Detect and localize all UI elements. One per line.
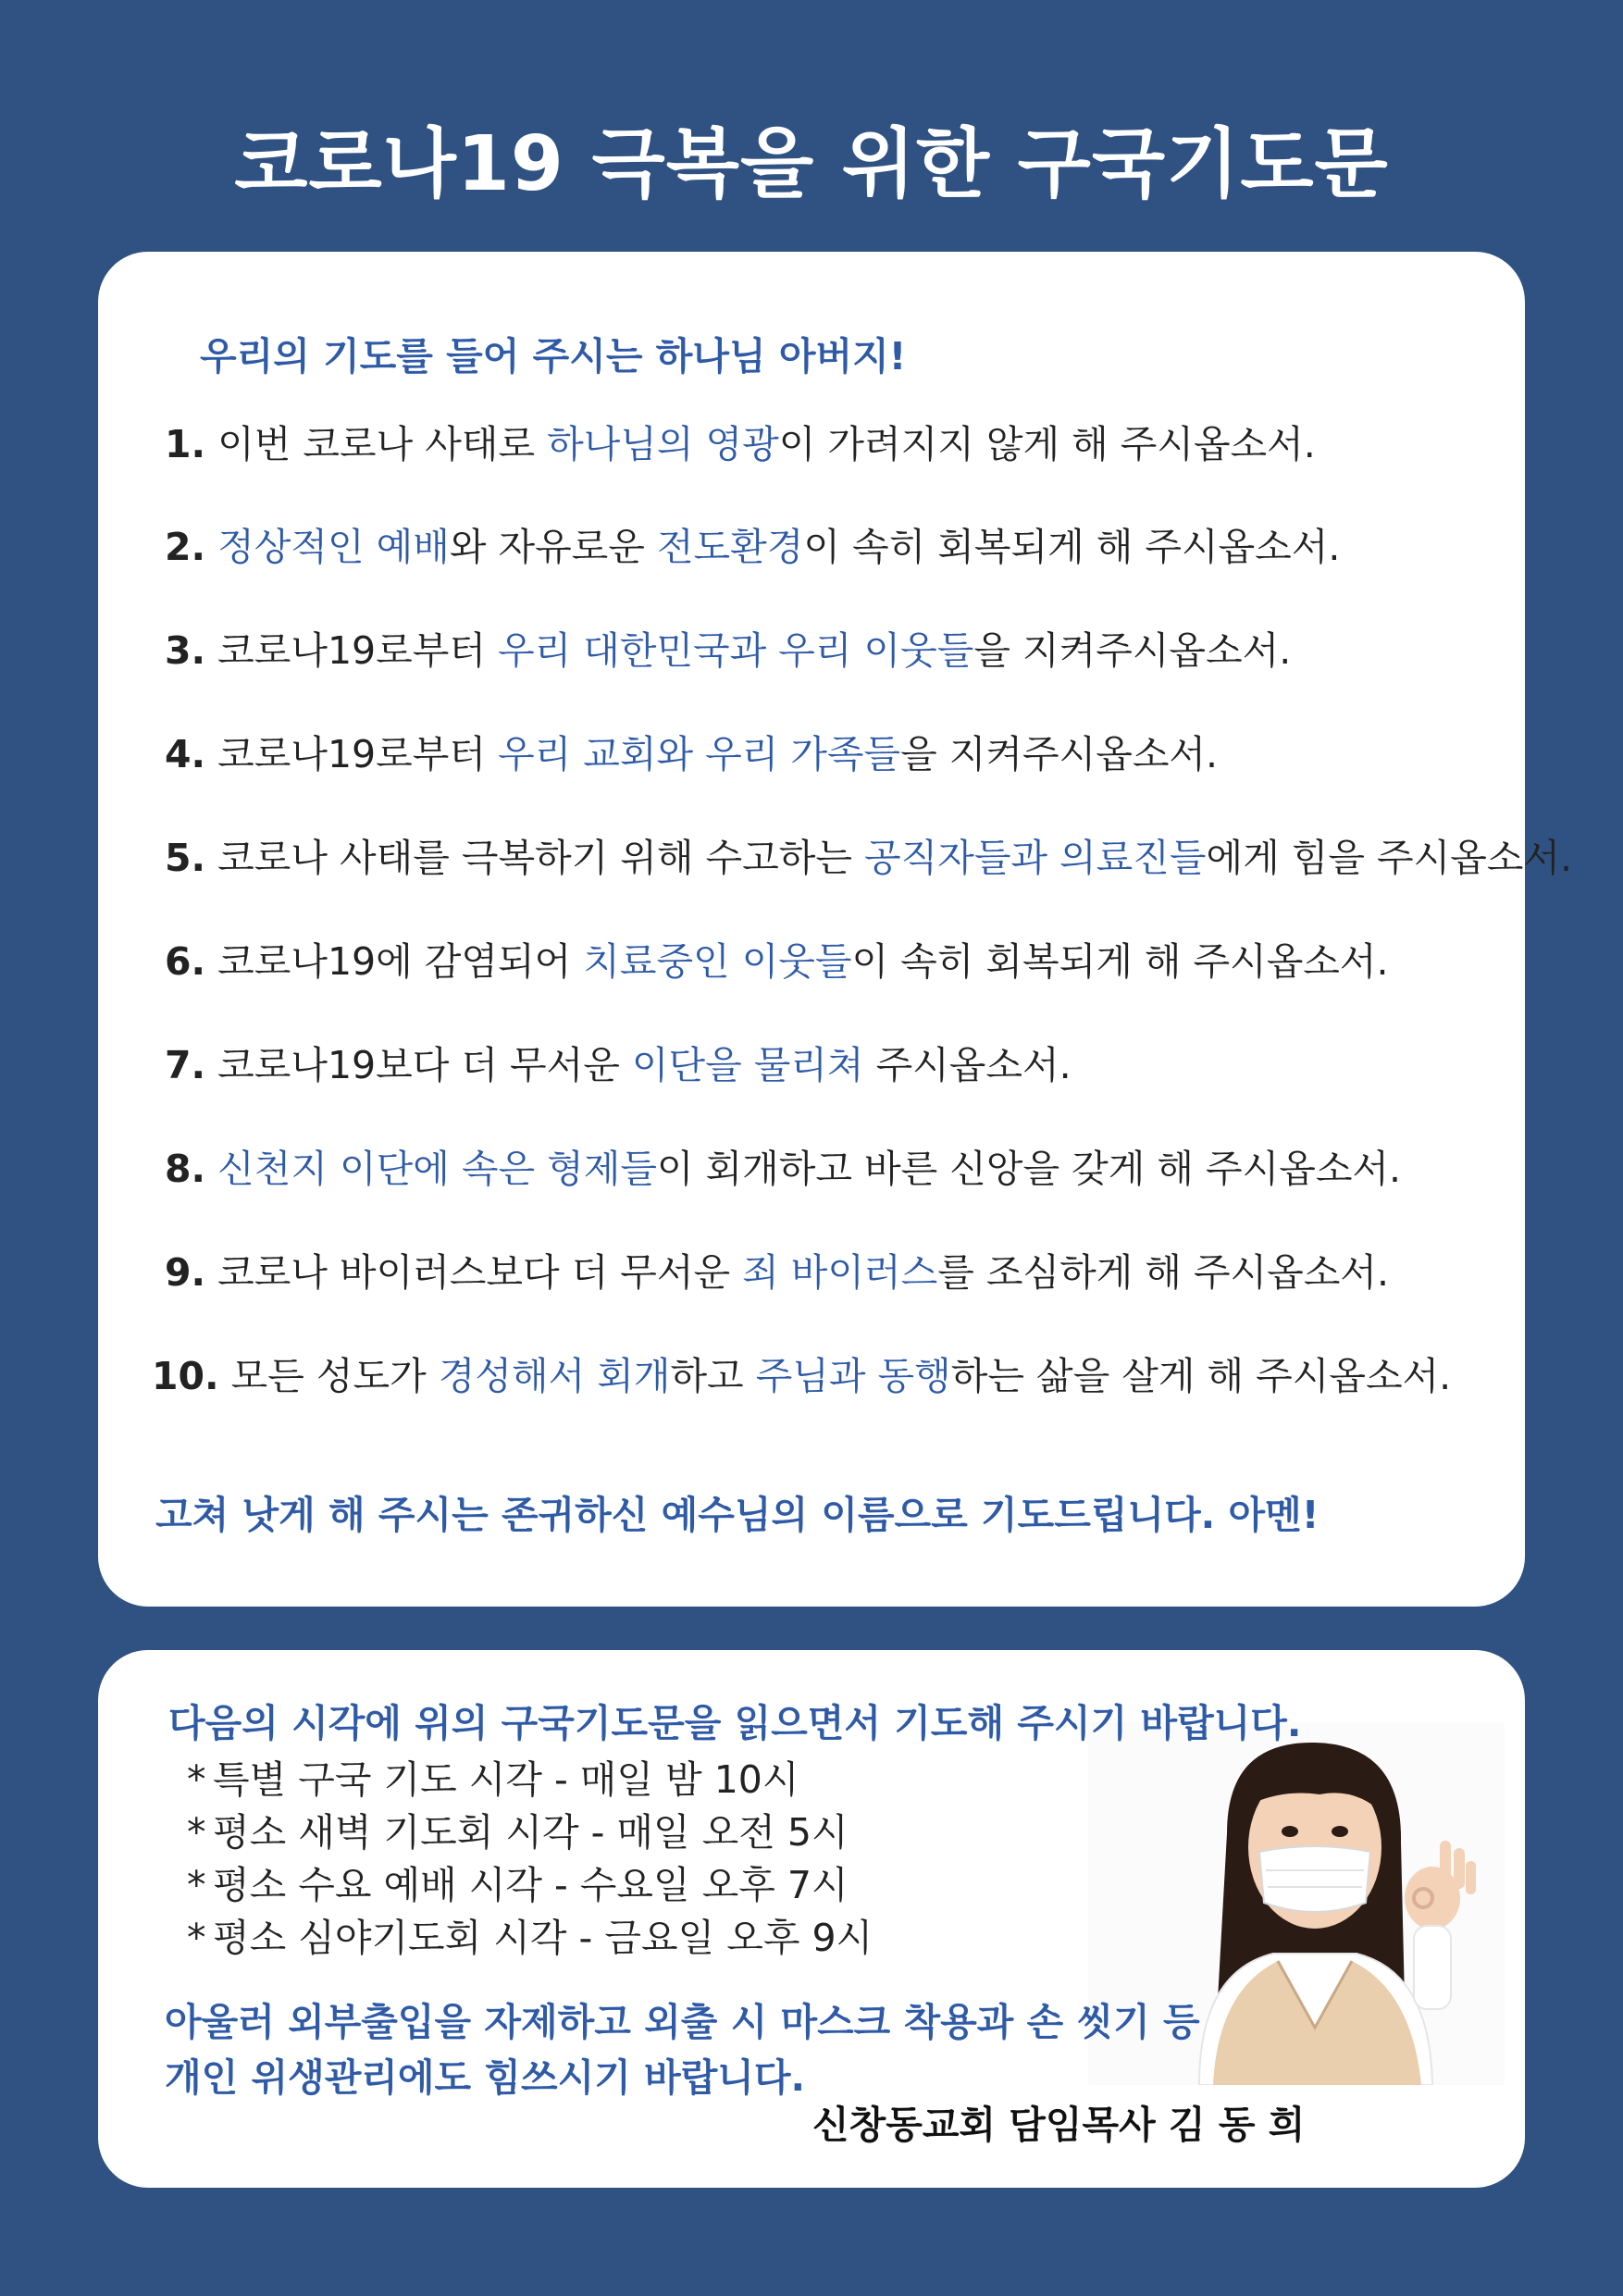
prayer-number: 9. xyxy=(165,1250,206,1295)
prayer-text: 에게 힘을 주시옵소서. xyxy=(1206,836,1573,880)
prayer-highlight: 공직자들과 의료진들 xyxy=(864,836,1207,880)
prayer-text: 이번 코로나 사태로 xyxy=(205,422,548,466)
prayer-text: 을 지켜주시옵소서. xyxy=(900,732,1219,776)
prayer-number: 8. xyxy=(165,1147,206,1191)
schedule-item xyxy=(187,1806,873,1859)
salutation: 우리의 기도를 들어 주시는 하나님 아버지! xyxy=(200,334,907,379)
prayer-highlight: 우리 대한민국과 우리 이웃들 xyxy=(497,628,974,673)
pastor-signature: 신창동교회 담임목사 김 동 희 xyxy=(812,2103,1306,2147)
prayer-text: 를 조심하게 해 주시옵소서. xyxy=(937,1250,1390,1295)
schedule-heading: 다음의 시각에 위의 구국기도문을 읽으면서 기도해 주시기 바랍니다. xyxy=(168,1701,1302,1745)
prayer-highlight: 하나님의 영광 xyxy=(547,422,779,466)
bullet-icon: * xyxy=(187,1916,206,1960)
hygiene-notice xyxy=(165,1994,1200,2105)
prayer-item xyxy=(165,1138,1401,1193)
prayer-highlight: 경성해서 회개 xyxy=(438,1354,671,1398)
prayer-number: 4. xyxy=(165,732,206,776)
prayer-highlight: 주님과 동행 xyxy=(755,1354,951,1398)
notice-line-2: 개인 위생관리에도 힘쓰시기 바랍니다. xyxy=(165,2055,806,2100)
prayer-text: 이 회개하고 바른 신앙을 갖게 해 주시옵소서. xyxy=(656,1147,1402,1191)
prayer-item xyxy=(165,827,1572,882)
prayer-text: 하고 xyxy=(670,1354,756,1398)
prayer-item xyxy=(165,1242,1389,1297)
prayer-text xyxy=(205,1147,217,1191)
schedule-list xyxy=(187,1754,873,1965)
prayer-highlight: 죄 바이러스 xyxy=(742,1250,938,1295)
prayer-number: 3. xyxy=(165,628,206,673)
schedule-text: 평소 심야기도회 시각 - 금요일 오후 9시 xyxy=(213,1916,873,1960)
prayer-text: 하는 삶을 살게 해 주시옵소서. xyxy=(950,1354,1452,1398)
prayer-item xyxy=(165,1035,1072,1089)
prayer-text: 코로나 바이러스보다 더 무서운 xyxy=(205,1250,743,1295)
schedule-item xyxy=(187,1912,873,1965)
schedule-text: 평소 새벽 기도회 시각 - 매일 오전 5시 xyxy=(213,1810,849,1855)
prayer-highlight: 정상적인 예배 xyxy=(217,525,450,569)
prayer-text: 모든 성도가 xyxy=(218,1354,439,1398)
schedule-text: 평소 수요 예배 시각 - 수요일 오후 7시 xyxy=(213,1863,849,1907)
prayer-item xyxy=(165,414,1316,468)
schedule-card xyxy=(98,1650,1525,2188)
prayer-item xyxy=(165,931,1389,986)
prayer-text: 코로나19에 감염되어 xyxy=(205,939,584,984)
prayer-number: 1. xyxy=(165,422,206,466)
prayer-highlight: 우리 교회와 우리 가족들 xyxy=(497,732,901,776)
prayer-item xyxy=(165,516,1340,571)
schedule-text: 특별 구국 기도 시각 - 매일 밤 10시 xyxy=(213,1757,799,1802)
schedule-item xyxy=(187,1754,873,1806)
prayer-text: 이 속히 회복되게 해 주시옵소서. xyxy=(803,525,1341,569)
prayer-item xyxy=(165,620,1291,675)
prayer-text: 을 지켜주시옵소서. xyxy=(973,628,1292,673)
prayer-highlight: 이단을 물리쳐 xyxy=(631,1043,864,1087)
prayer-text: 주시옵소서. xyxy=(863,1043,1072,1087)
page-title: 코로나19 극복을 위한 구국기도문 xyxy=(234,120,1389,208)
prayer-card xyxy=(98,252,1573,1607)
prayer-text: 와 자유로운 xyxy=(449,525,657,569)
prayer-text: 이 가려지지 않게 해 주시옵소서. xyxy=(778,422,1316,466)
closing-prayer: 고쳐 낫게 해 주시는 존귀하신 예수님의 이름으로 기도드립니다. 아멘! xyxy=(155,1493,1319,1537)
prayer-text xyxy=(205,525,217,569)
prayer-number: 2. xyxy=(165,525,206,569)
prayer-text: 코로나19보다 더 무서운 xyxy=(205,1043,632,1087)
prayer-number: 6. xyxy=(165,939,206,984)
prayer-text: 코로나19로부터 xyxy=(205,628,498,673)
prayer-number: 5. xyxy=(165,836,206,880)
prayer-number: 7. xyxy=(165,1043,206,1087)
prayer-text: 코로나 사태를 극복하기 위해 수고하는 xyxy=(205,836,864,880)
prayer-highlight: 전도환경 xyxy=(656,525,804,569)
prayer-text: 코로나19로부터 xyxy=(205,732,498,776)
bullet-icon: * xyxy=(187,1757,206,1802)
prayer-number: 10. xyxy=(152,1354,219,1398)
prayer-highlight: 치료중인 이웃들 xyxy=(583,939,852,984)
prayer-item xyxy=(165,724,1218,778)
bullet-icon: * xyxy=(187,1810,206,1855)
schedule-item xyxy=(187,1859,873,1912)
prayer-text: 이 속히 회복되게 해 주시옵소서. xyxy=(851,939,1389,984)
prayer-highlight: 신천지 이단에 속은 형제들 xyxy=(217,1147,657,1191)
notice-line-1: 아울러 외부출입을 자제하고 외출 시 마스크 착용과 손 씻기 등 xyxy=(165,2000,1200,2044)
prayer-item xyxy=(152,1346,1451,1400)
bullet-icon: * xyxy=(187,1863,206,1907)
